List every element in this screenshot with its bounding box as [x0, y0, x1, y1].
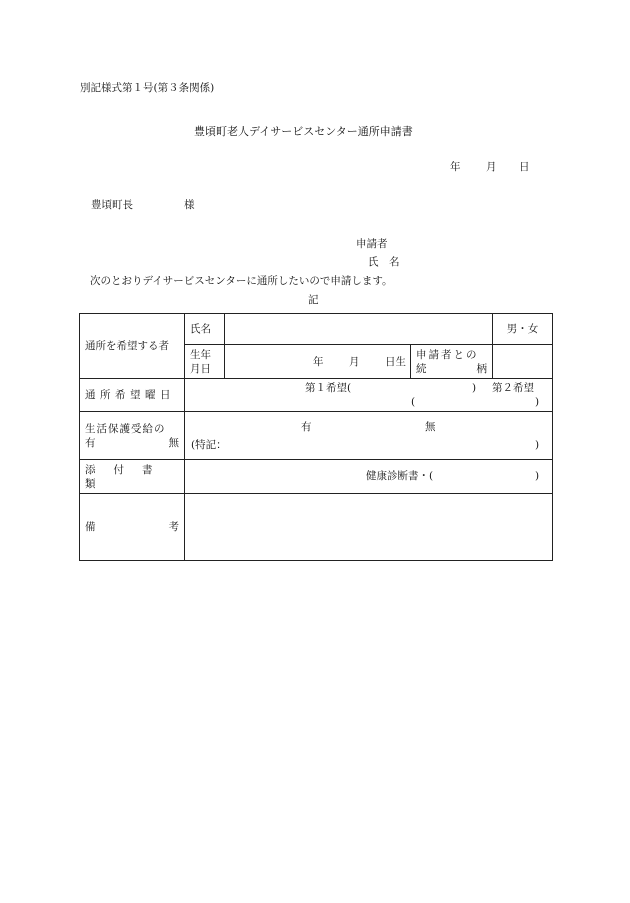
attachment-label: 添付書類	[85, 463, 171, 490]
applicant-person-label-cell	[80, 314, 185, 379]
dob-day: 日生	[385, 356, 406, 368]
welfare-no[interactable]: 無	[425, 421, 436, 433]
weekday-first-close: )	[472, 382, 477, 394]
welfare-label-2a: 有	[85, 436, 96, 449]
weekday-second: 第２希望	[492, 382, 534, 394]
ki-label: 記	[308, 294, 319, 306]
gender-cell[interactable]	[493, 314, 553, 345]
weekday-label-cell	[80, 379, 185, 412]
applicant-person-label: 通所を希望する者	[85, 340, 169, 352]
weekday-second-open: (	[411, 396, 416, 408]
addressee-honorific: 様	[184, 199, 195, 211]
attachment-label-cell	[80, 460, 185, 494]
relation-input-cell[interactable]	[493, 345, 553, 379]
remarks-label-b: 考	[168, 521, 179, 533]
weekday-input-cell[interactable]	[185, 379, 553, 412]
dob-label-1: 生年	[190, 348, 211, 361]
applicant-name-label: 氏 名	[368, 256, 400, 268]
dob-month: 月	[349, 356, 360, 368]
form-number: 別記様式第１号(第３条関係)	[80, 82, 215, 94]
relation-label-2b: 柄	[476, 362, 487, 375]
welfare-note: (特記：	[191, 439, 227, 451]
name-label: 氏名	[190, 323, 211, 335]
relation-label-2a: 続	[416, 362, 427, 375]
remarks-input-cell[interactable]	[185, 494, 553, 561]
gender-options[interactable]: 男・女	[506, 323, 539, 335]
attachment-input-cell[interactable]	[185, 460, 553, 494]
date-month: 月	[486, 161, 497, 173]
weekday-second-close: )	[535, 396, 540, 408]
welfare-yes[interactable]: 有	[301, 421, 312, 433]
welfare-label-2b: 無	[168, 436, 179, 449]
name-label-cell	[185, 314, 225, 345]
weekday-label: 通所希望曜日	[85, 389, 175, 401]
applicant-label: 申請者	[356, 238, 388, 250]
welfare-input-cell[interactable]	[185, 412, 553, 460]
welfare-note-close: )	[535, 439, 540, 451]
date-day: 日	[519, 161, 530, 173]
application-table	[79, 313, 553, 561]
name-input-cell[interactable]	[225, 314, 493, 345]
dob-label-cell	[185, 345, 225, 379]
addressee-name: 豊頃町長	[91, 199, 133, 211]
weekday-first: 第１希望(	[305, 382, 352, 394]
remarks-label-a: 備	[85, 521, 96, 533]
dob-year: 年	[313, 356, 324, 368]
remarks-label-cell	[80, 494, 185, 561]
dob-label-2: 月日	[190, 362, 211, 375]
relation-label-1: 申請者との	[416, 348, 479, 361]
intro-text: 次のとおりデイサービスセンターに通所したいので申請します。	[90, 275, 393, 287]
date-year: 年	[450, 161, 461, 173]
relation-label-cell	[411, 345, 493, 379]
dob-input-cell[interactable]	[225, 345, 411, 379]
form-title: 豊頃町老人デイサービスセンター通所申請書	[194, 125, 413, 138]
welfare-label-1: 生活保護受給の	[85, 422, 166, 435]
attachment-value-close: )	[535, 470, 540, 482]
welfare-label-cell	[80, 412, 185, 460]
attachment-value: 健康診断書・(	[366, 470, 434, 482]
